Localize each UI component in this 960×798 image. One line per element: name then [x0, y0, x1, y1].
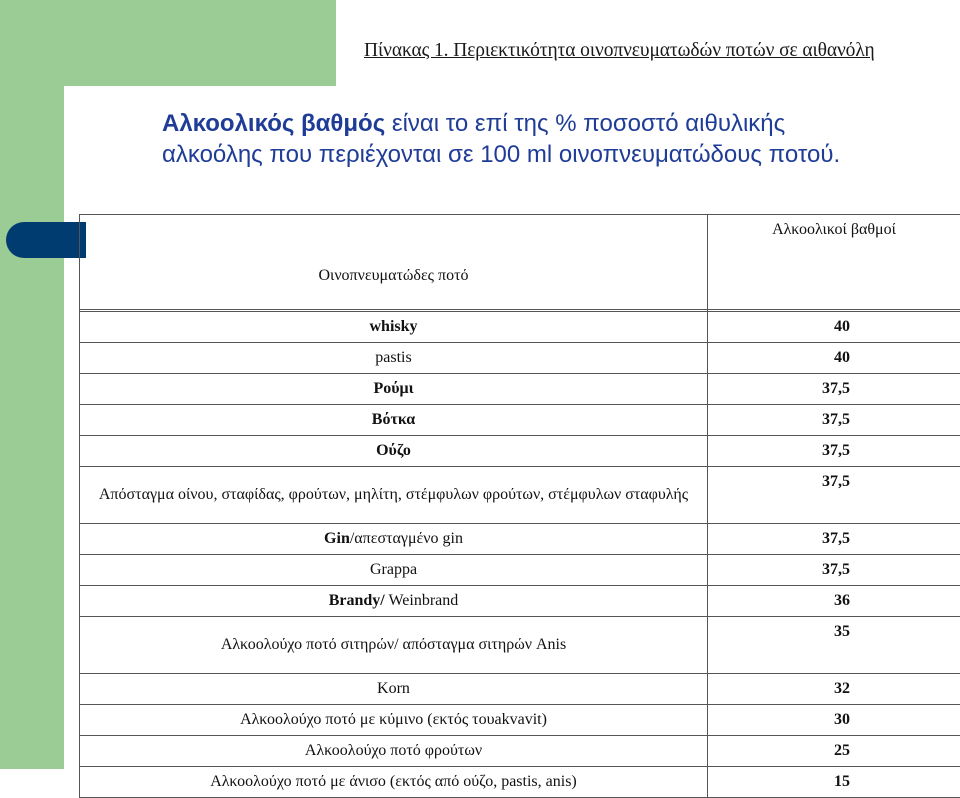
table-row	[80, 436, 960, 467]
alcohol-degree-value: 37,5	[708, 405, 960, 436]
definition-text	[162, 108, 862, 170]
alcohol-degree-value: 37,5	[708, 467, 960, 524]
drink-name-text: Αλκοολούχο ποτό με άνισο (εκτός από ούζο, pastis, anis)	[210, 773, 577, 790]
table-row	[80, 555, 960, 586]
drink-name	[80, 617, 708, 674]
drink-name-bold: Gin	[324, 530, 350, 547]
drink-name-text: Απόσταγμα οίνου, σταφίδας, φρούτων, μηλίτη, στέμφυλων φρούτων, στέμφυλων σταφυλής	[99, 486, 688, 503]
table-row	[80, 705, 960, 736]
drink-name-text: Grappa	[370, 561, 417, 578]
table-row	[80, 374, 960, 405]
drink-name-bold: Ρούμι	[373, 380, 413, 397]
drink-name	[80, 343, 708, 374]
drink-name-text: pastis	[375, 349, 411, 366]
definition-term: Αλκοολικός βαθμός	[162, 110, 385, 137]
alcohol-degree-value: 37,5	[708, 374, 960, 405]
alcohol-degree-value: 37,5	[708, 436, 960, 467]
drink-name	[80, 674, 708, 705]
alcohol-degree-value: 35	[708, 617, 960, 674]
drink-name-text: /απεσταγμένο gin	[350, 530, 463, 547]
header-drink: Οινοπνευματώδες ποτό	[80, 215, 708, 310]
drink-name-bold: Brandy/	[329, 592, 385, 609]
drink-name	[80, 436, 708, 467]
green-side-band	[0, 0, 64, 769]
table-row	[80, 467, 960, 524]
alcohol-degree-value: 40	[708, 312, 960, 343]
table-row	[80, 586, 960, 617]
header-degrees: Αλκοολικοί βαθμοί	[708, 215, 960, 310]
alcohol-degree-value: 15	[708, 767, 960, 798]
drink-name-bold: whisky	[369, 318, 417, 335]
drink-name	[80, 312, 708, 343]
table-header-row	[80, 215, 960, 310]
green-top-band	[0, 0, 336, 86]
alcohol-degree-value: 40	[708, 343, 960, 374]
drink-name	[80, 736, 708, 767]
alcohol-degree-value: 25	[708, 736, 960, 767]
alcohol-degree-value: 36	[708, 586, 960, 617]
drink-name-text: Weinbrand	[385, 592, 459, 609]
drink-name	[80, 405, 708, 436]
drink-name	[80, 555, 708, 586]
table-row	[80, 767, 960, 798]
drink-name	[80, 767, 708, 798]
drink-name	[80, 586, 708, 617]
drink-name-bold: Βότκα	[372, 411, 415, 428]
table-row	[80, 674, 960, 705]
table-row	[80, 343, 960, 374]
drink-name	[80, 524, 708, 555]
table-row	[80, 617, 960, 674]
table-row	[80, 736, 960, 767]
table-row	[80, 405, 960, 436]
drink-name	[80, 374, 708, 405]
alcohol-degree-value: 37,5	[708, 524, 960, 555]
table-row	[80, 312, 960, 343]
definition-body: είναι το επί της % ποσοστό αιθυλικής αλκοόλης που περιέχονται σε 100 ml οινοπνευματώδους ποτού.	[162, 110, 840, 168]
alcohol-degree-value: 32	[708, 674, 960, 705]
alcohol-degree-value: 30	[708, 705, 960, 736]
drink-name	[80, 705, 708, 736]
table-row	[80, 524, 960, 555]
drink-name-text: Αλκοολούχο ποτό με κύμινο (εκτός τουakvavit)	[240, 711, 547, 728]
drink-name-bold: Ούζο	[376, 442, 411, 459]
table-caption: Πίνακας 1. Περιεκτικότητα οινοπνευματωδών ποτών σε αιθανόλη	[364, 40, 948, 62]
drink-name	[80, 467, 708, 524]
alcohol-degrees-table	[79, 214, 960, 798]
blue-tab-marker	[6, 222, 86, 258]
drink-name-text: Αλκοολούχο ποτό σιτηρών/ απόσταγμα σιτηρών Anis	[221, 636, 566, 653]
drink-name-text: Korn	[377, 680, 410, 697]
drink-name-text: Αλκοολούχο ποτό φρούτων	[305, 742, 482, 759]
alcohol-degree-value: 37,5	[708, 555, 960, 586]
